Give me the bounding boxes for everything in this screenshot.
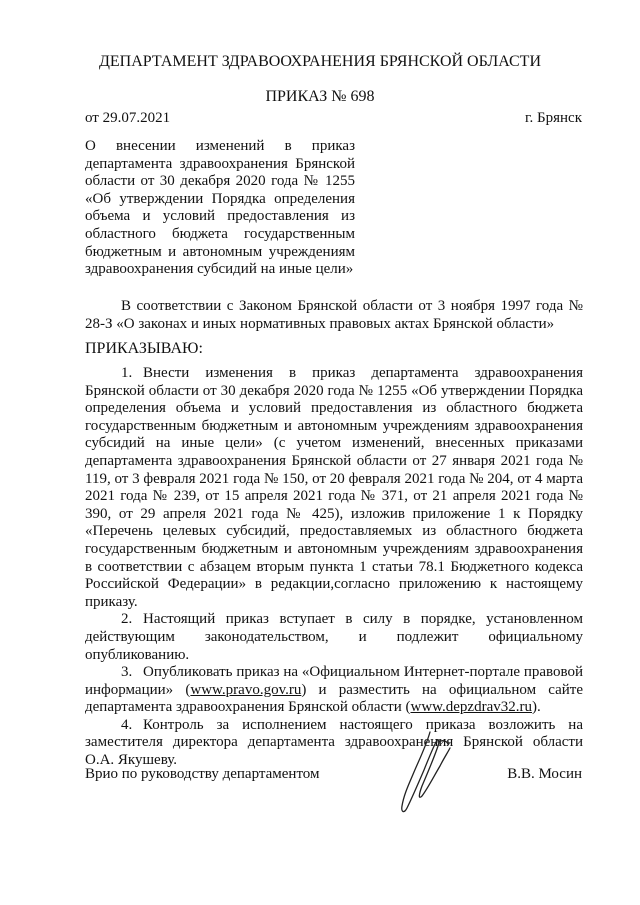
order-date: от 29.07.2021 — [85, 110, 171, 126]
prikazyvayu-heading: ПРИКАЗЫВАЮ: — [85, 340, 203, 357]
item-text: Настоящий приказ вступает в силу в порядке, установленном действующим законодательством, и подлежит официальному опубликованию. — [85, 611, 583, 663]
item-number: 1. — [121, 365, 133, 381]
department-heading: ДЕПАРТАМЕНТ ЗДРАВООХРАНЕНИЯ БРЯНСКОЙ ОБЛАСТИ — [98, 53, 542, 70]
item-text-middle: ) и разместить на официальном сайте департамента здравоохранения Брянской области ( — [85, 681, 583, 716]
item-text-before: Опубликовать приказ на «Официальном Интернет-портале правовой информации» ( — [85, 664, 583, 698]
order-item-4 — [85, 717, 583, 770]
order-items — [85, 365, 583, 770]
order-item-1 — [85, 365, 583, 611]
signatory-name: В.В. Мосин — [507, 766, 582, 782]
order-item-3 — [85, 664, 583, 717]
item-text: Контроль за исполнением настоящего приказа возложить на заместителя директора департамента здравоохранения Брянской области О.А. Якушеву. — [85, 716, 583, 769]
item-text: Внести изменения в приказ департамента здравоохранения Брянской области от 30 декабря 2020 года № 1255 «Об утверждении Порядка определения объема и условий предоставления из областного бюджета государственным бюджетным и автономным учреждениям здравоохранения субсидий на иные цели» (с учетом изменений, внесенных приказами департамента здравоохранения Брянской области от 27 января 2021 года № 119, от 3 февраля 2021 года № 150, от 20 февраля 2021 года № 204, от 4 марта 2021 года № 239, от 15 апреля 2021 года № 371, от 21 апреля 2021 года № 390, от 29 апреля 2021 года № 425), изложив приложение 1 к Порядку «Перечень целевых субсидий, предоставляемых из областного бюджета государственным бюджетным и автономным учреждениям здравоохранения в соответствии с абзацем вторым пункта 1 статьи 78.1 Бюджетного кодекса Российской Федерации» в редакции,согласно приложению к настоящему приказу. — [85, 365, 583, 610]
handwritten-signature — [392, 728, 462, 818]
order-title: ПРИКАЗ № 698 — [265, 88, 375, 105]
signatory-position: Врио по руководству департаментом — [85, 766, 320, 782]
pravo-link[interactable]: www.pravo.gov.ru — [190, 681, 302, 698]
preamble-paragraph: В соответствии с Законом Брянской области от 3 ноября 1997 года № 28-З «О законах и иных нормативных правовых актах Брянской области» — [85, 298, 583, 332]
item-text-after: ). — [531, 699, 541, 716]
item-number: 3. — [121, 664, 133, 681]
order-item-2 — [85, 611, 583, 664]
order-subject: О внесении изменений в приказ департамента здравоохранения Брянской области от 30 декабря 2020 года № 1255 «Об утверждении Порядка определения объема и условий предоставления из областного бюджета государственным бюджетным и автономным учреждениям здравоохранения субсидий на иные цели» — [85, 138, 355, 278]
item-number: 2. — [121, 611, 133, 628]
item-number: 4. — [121, 716, 133, 733]
order-city: г. Брянск — [525, 110, 582, 126]
depzdrav-link[interactable]: www.depzdrav32.ru — [410, 699, 532, 716]
